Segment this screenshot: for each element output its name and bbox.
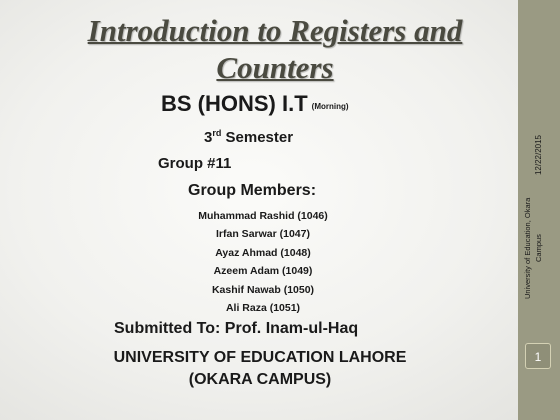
degree-text: BS (HONS) I.T: [161, 91, 308, 116]
members-heading: Group Members:: [188, 182, 317, 199]
member-item: Azeem Adam (1049): [213, 265, 313, 278]
member-item: Irfan Sarwar (1047): [216, 228, 310, 241]
semester-line: [204, 128, 293, 146]
member-item: Ali Raza (1051): [225, 302, 301, 315]
members-list: [163, 207, 363, 317]
semester-label: Semester: [225, 129, 294, 146]
footer-organization: University of Education, Okara Campus: [523, 197, 543, 299]
university-line-1: UNIVERSITY OF EDUCATION LAHORE: [113, 349, 407, 366]
slide-date: 12/22/2015: [534, 135, 543, 176]
university-line-2: (OKARA CAMPUS): [188, 371, 332, 388]
degree-line: [161, 91, 349, 117]
semester-number: 3: [204, 129, 213, 146]
semester-suffix: rd: [212, 128, 222, 138]
degree-note: (Morning): [311, 102, 349, 111]
group-number: Group #11: [158, 155, 232, 172]
page-number-badge: 1: [525, 343, 551, 369]
submitted-to: Submitted To: Prof. Inam-ul-Haq: [114, 320, 359, 337]
slide-title: Introduction to Registers and Counters: [87, 13, 463, 85]
university-name: [110, 347, 410, 391]
member-item: Kashif Nawab (1050): [211, 283, 315, 296]
member-item: Muhammad Rashid (1046): [198, 210, 328, 222]
member-item: Ayaz Ahmad (1048): [215, 246, 311, 259]
